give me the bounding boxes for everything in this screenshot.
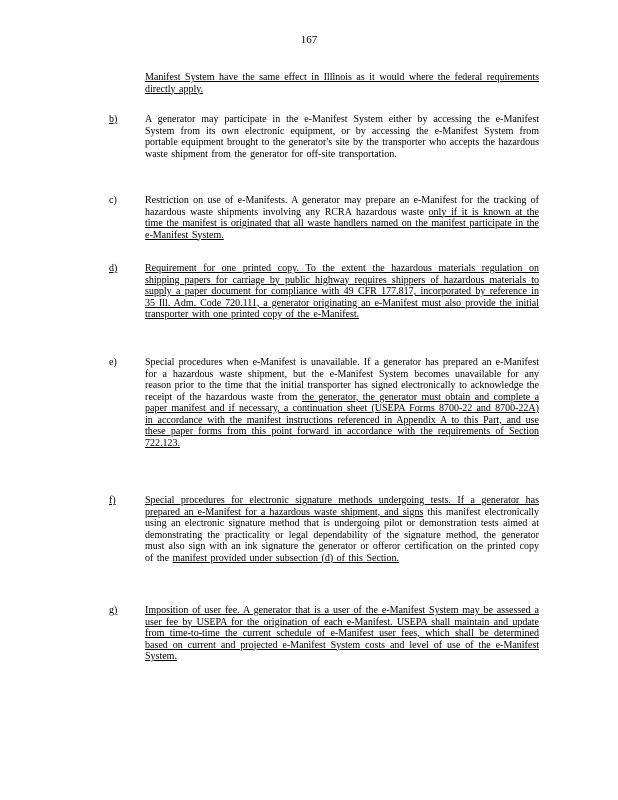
underlined-text: manifest provided under subsection (d) of this Section. bbox=[172, 552, 399, 564]
paragraph-label: g) bbox=[109, 605, 118, 616]
paragraph-label: d) bbox=[109, 263, 118, 274]
paragraph-label: b) bbox=[109, 114, 118, 125]
paragraph-text bbox=[145, 195, 539, 241]
continuation-text: Manifest System have the same effect in Illinois as it would where the federal requirements directly apply. bbox=[145, 72, 539, 95]
underlined-text: Special procedures for electronic signature methods undergoing tests. If a generator has prepared an e-Manifest for a hazardous waste shipment, and signs bbox=[145, 495, 539, 518]
paragraph-label: c) bbox=[109, 195, 117, 206]
paragraph-text: Imposition of user fee. A generator that is a user of the e-Manifest System may be assessed a user fee by USEPA for the origination of each e-Manifest. USEPA shall maintain and update from time-to-time the current schedule of e-Manifest user fees, which shall be determined based on current and projected e-Manifest System costs and level of use of the e-Manifest System. bbox=[145, 605, 539, 662]
paragraph-e bbox=[109, 357, 539, 449]
paragraph-text bbox=[145, 357, 539, 449]
paragraph-text bbox=[145, 495, 539, 564]
plain-text: Restriction on use of e-Manifests. A generator may prepare an e-Manifest for the tracking of hazardous waste shipments involving any RCRA hazardous waste bbox=[145, 195, 539, 218]
paragraph-b bbox=[109, 114, 539, 160]
paragraph-g bbox=[109, 605, 539, 663]
paragraph-label: e) bbox=[109, 357, 117, 368]
page-number: 167 bbox=[300, 34, 318, 46]
paragraph-text: Requirement for one printed copy. To the extent the hazardous materials regulation on shipping papers for carriage by public highway requires shippers of hazardous materials to supply a paper document for compliance with 49 CFR 177.817, incorporated by reference in 35 Ill. Adm. Code 720.111, a generator originating an e-Manifest must also provide the initial transporter with one printed copy of the e-Manifest. bbox=[145, 263, 539, 320]
paragraph-f bbox=[109, 495, 539, 564]
underlined-text: the generator, the generator must obtain and complete a paper manifest and if necessary, a continuation sheet (USEPA Forms 8700-22 and 8700-22A) in accordance with the manifest instructions referenced in Appendix A to this Part, and use these paper forms from this point forward in accordance with the requirements of Section 722.123. bbox=[145, 391, 540, 449]
paragraph-label: f) bbox=[109, 495, 116, 506]
plain-text: Special procedures when e-Manifest is unavailable. If a generator has prepared an e-Manifest for a hazardous waste shipment, but the e-Manifest System becomes unavailable for any reason prior to the time that the initial transporter has signed electronically to acknowledge the receipt of the hazardous waste from bbox=[145, 357, 539, 403]
underlined-text: only if it is known at the time the manifest is originated that all waste handlers named on the manifest participate in the e-Manifest System. bbox=[145, 206, 539, 241]
paragraph-text: A generator may participate in the e-Manifest System either by accessing the e-Manifest System from its own electronic equipment, or by accessing the e-Manifest System from portable equipment brought to the generator's site by the transporter who accepts the hazardous waste shipment from the generator for off-site transportation. bbox=[145, 114, 539, 160]
plain-text: this manifest electronically using an electronic signature method that is undergoing pilot or demonstration tests aimed at demonstrating the practicality or legal dependability of the signature method, the generator must also sign with an ink signature the generator or offeror certification on the printed copy of the bbox=[145, 506, 539, 564]
paragraph-d bbox=[109, 263, 539, 321]
paragraph-c bbox=[109, 195, 539, 241]
